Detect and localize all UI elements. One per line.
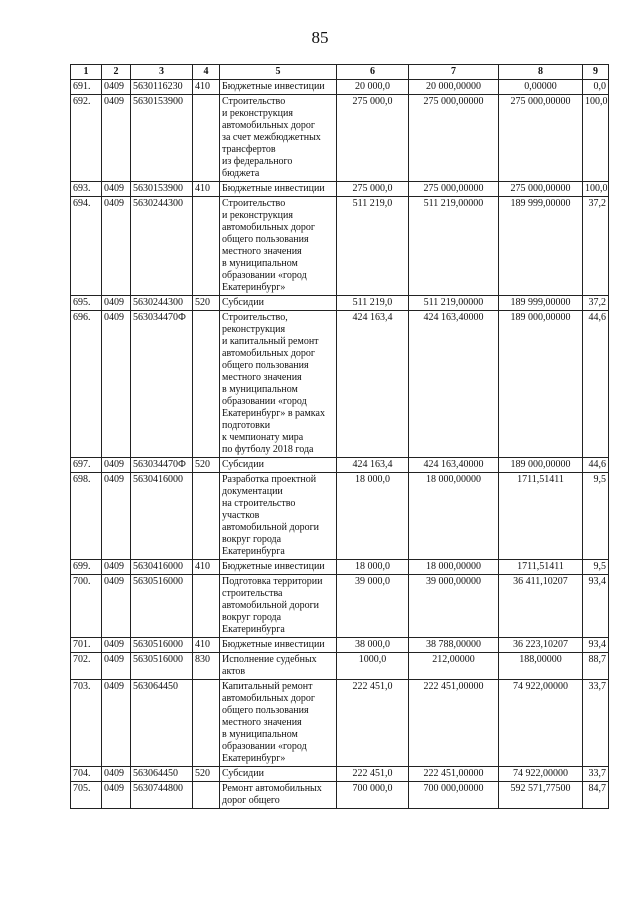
section-code: 0409 [102, 782, 131, 809]
target-article-code: 5630244300 [131, 197, 193, 296]
executed-amount: 275 000,00000 [499, 95, 583, 182]
table-row [71, 680, 609, 767]
row-number: 695. [71, 296, 102, 311]
refined-amount: 222 451,00000 [409, 767, 499, 782]
item-name: Субсидии [220, 767, 337, 782]
executed-amount: 189 999,00000 [499, 197, 583, 296]
execution-percent: 84,7 [583, 782, 609, 809]
refined-amount: 212,00000 [409, 653, 499, 680]
item-name: Субсидии [220, 458, 337, 473]
execution-percent: 37,2 [583, 197, 609, 296]
row-number: 699. [71, 560, 102, 575]
executed-amount: 188,00000 [499, 653, 583, 680]
row-number: 691. [71, 80, 102, 95]
planned-amount: 275 000,0 [337, 182, 409, 197]
table-row [71, 182, 609, 197]
target-article-code: 5630244300 [131, 296, 193, 311]
executed-amount: 1711,51411 [499, 560, 583, 575]
column-header: 4 [193, 65, 220, 80]
executed-amount: 189 000,00000 [499, 311, 583, 458]
planned-amount: 424 163,4 [337, 311, 409, 458]
planned-amount: 18 000,0 [337, 473, 409, 560]
refined-amount: 222 451,00000 [409, 680, 499, 767]
execution-percent: 44,6 [583, 458, 609, 473]
section-code: 0409 [102, 95, 131, 182]
section-code: 0409 [102, 296, 131, 311]
row-number: 701. [71, 638, 102, 653]
target-article-code: 563064450 [131, 767, 193, 782]
expense-type-code [193, 575, 220, 638]
expense-type-code [193, 197, 220, 296]
execution-percent: 9,5 [583, 473, 609, 560]
planned-amount: 222 451,0 [337, 680, 409, 767]
refined-amount: 424 163,40000 [409, 458, 499, 473]
item-name: Бюджетные инвестиции [220, 560, 337, 575]
row-number: 698. [71, 473, 102, 560]
item-name: Бюджетные инвестиции [220, 182, 337, 197]
executed-amount: 0,00000 [499, 80, 583, 95]
expense-type-code [193, 782, 220, 809]
refined-amount: 38 788,00000 [409, 638, 499, 653]
target-article-code: 5630516000 [131, 638, 193, 653]
target-article-code: 5630416000 [131, 560, 193, 575]
target-article-code: 5630153900 [131, 95, 193, 182]
executed-amount: 189 999,00000 [499, 296, 583, 311]
row-number: 696. [71, 311, 102, 458]
expense-type-code [193, 311, 220, 458]
target-article-code: 563034470Ф [131, 458, 193, 473]
target-article-code: 5630516000 [131, 653, 193, 680]
target-article-code: 563034470Ф [131, 311, 193, 458]
execution-percent: 33,7 [583, 680, 609, 767]
page-number: 85 [311, 28, 329, 47]
executed-amount: 36 411,10207 [499, 575, 583, 638]
planned-amount: 511 219,0 [337, 296, 409, 311]
refined-amount: 18 000,00000 [409, 560, 499, 575]
item-name: Субсидии [220, 296, 337, 311]
table-row [71, 473, 609, 560]
execution-percent: 100,0 [583, 95, 609, 182]
row-number: 693. [71, 182, 102, 197]
row-number: 705. [71, 782, 102, 809]
column-header: 9 [583, 65, 609, 80]
target-article-code: 5630153900 [131, 182, 193, 197]
table-row [71, 80, 609, 95]
item-name: Ремонт автомобильных дорог общего [220, 782, 337, 809]
row-number: 697. [71, 458, 102, 473]
execution-percent: 93,4 [583, 575, 609, 638]
execution-percent: 37,2 [583, 296, 609, 311]
execution-percent: 100,0 [583, 182, 609, 197]
expense-type-code: 410 [193, 182, 220, 197]
expense-type-code: 520 [193, 767, 220, 782]
table-row [71, 197, 609, 296]
item-name: Исполнение судебных актов [220, 653, 337, 680]
column-header: 2 [102, 65, 131, 80]
refined-amount: 275 000,00000 [409, 95, 499, 182]
section-code: 0409 [102, 575, 131, 638]
expense-type-code: 830 [193, 653, 220, 680]
section-code: 0409 [102, 458, 131, 473]
execution-percent: 44,6 [583, 311, 609, 458]
table-header-row [71, 65, 609, 80]
section-code: 0409 [102, 560, 131, 575]
section-code: 0409 [102, 653, 131, 680]
row-number: 704. [71, 767, 102, 782]
planned-amount: 424 163,4 [337, 458, 409, 473]
planned-amount: 511 219,0 [337, 197, 409, 296]
table-row [71, 560, 609, 575]
planned-amount: 222 451,0 [337, 767, 409, 782]
expense-type-code [193, 95, 220, 182]
target-article-code: 5630116230 [131, 80, 193, 95]
section-code: 0409 [102, 473, 131, 560]
executed-amount: 189 000,00000 [499, 458, 583, 473]
executed-amount: 74 922,00000 [499, 767, 583, 782]
column-header: 3 [131, 65, 193, 80]
item-name: Строительство, реконструкция и капитальный ремонт автомобильных дорог общего пользования местного значения в муниципальном образовании «город Екатеринбург» в рамках подготовки к чемпионату мира по футболу 2018 года [220, 311, 337, 458]
item-name: Подготовка территории строительства автомобильной дороги вокруг города Екатеринбурга [220, 575, 337, 638]
planned-amount: 275 000,0 [337, 95, 409, 182]
execution-percent: 93,4 [583, 638, 609, 653]
table-body [71, 80, 609, 809]
item-name: Строительство и реконструкция автомобильных дорог общего пользования местного значения в муниципальном образовании «город Екатеринбург» [220, 197, 337, 296]
expense-type-code: 410 [193, 80, 220, 95]
table-row [71, 458, 609, 473]
table-row [71, 653, 609, 680]
refined-amount: 511 219,00000 [409, 296, 499, 311]
refined-amount: 424 163,40000 [409, 311, 499, 458]
planned-amount: 1000,0 [337, 653, 409, 680]
section-code: 0409 [102, 197, 131, 296]
section-code: 0409 [102, 182, 131, 197]
row-number: 694. [71, 197, 102, 296]
expense-type-code [193, 680, 220, 767]
planned-amount: 700 000,0 [337, 782, 409, 809]
column-header: 7 [409, 65, 499, 80]
section-code: 0409 [102, 767, 131, 782]
section-code: 0409 [102, 311, 131, 458]
item-name: Строительство и реконструкция автомобильных дорог за счет межбюджетных трансфертов из федерального бюджета [220, 95, 337, 182]
target-article-code: 5630744800 [131, 782, 193, 809]
planned-amount: 39 000,0 [337, 575, 409, 638]
refined-amount: 511 219,00000 [409, 197, 499, 296]
expense-type-code: 520 [193, 296, 220, 311]
execution-percent: 0,0 [583, 80, 609, 95]
planned-amount: 20 000,0 [337, 80, 409, 95]
section-code: 0409 [102, 80, 131, 95]
budget-table [70, 64, 609, 809]
refined-amount: 700 000,00000 [409, 782, 499, 809]
row-number: 702. [71, 653, 102, 680]
table-row [71, 296, 609, 311]
executed-amount: 74 922,00000 [499, 680, 583, 767]
column-header: 8 [499, 65, 583, 80]
table-row [71, 767, 609, 782]
column-header: 5 [220, 65, 337, 80]
planned-amount: 38 000,0 [337, 638, 409, 653]
target-article-code: 563064450 [131, 680, 193, 767]
column-header: 1 [71, 65, 102, 80]
table-row [71, 95, 609, 182]
refined-amount: 18 000,00000 [409, 473, 499, 560]
table-row [71, 638, 609, 653]
execution-percent: 88,7 [583, 653, 609, 680]
executed-amount: 1711,51411 [499, 473, 583, 560]
executed-amount: 592 571,77500 [499, 782, 583, 809]
item-name: Бюджетные инвестиции [220, 638, 337, 653]
row-number: 692. [71, 95, 102, 182]
target-article-code: 5630516000 [131, 575, 193, 638]
planned-amount: 18 000,0 [337, 560, 409, 575]
table-row [71, 311, 609, 458]
item-name: Капитальный ремонт автомобильных дорог общего пользования местного значения в муниципальном образовании «город Екатеринбург» [220, 680, 337, 767]
table-row [71, 782, 609, 809]
section-code: 0409 [102, 680, 131, 767]
target-article-code: 5630416000 [131, 473, 193, 560]
refined-amount: 39 000,00000 [409, 575, 499, 638]
execution-percent: 33,7 [583, 767, 609, 782]
item-name: Бюджетные инвестиции [220, 80, 337, 95]
executed-amount: 275 000,00000 [499, 182, 583, 197]
refined-amount: 20 000,00000 [409, 80, 499, 95]
executed-amount: 36 223,10207 [499, 638, 583, 653]
expense-type-code: 410 [193, 638, 220, 653]
column-header: 6 [337, 65, 409, 80]
expense-type-code: 410 [193, 560, 220, 575]
expense-type-code: 520 [193, 458, 220, 473]
row-number: 700. [71, 575, 102, 638]
section-code: 0409 [102, 638, 131, 653]
table-row [71, 575, 609, 638]
refined-amount: 275 000,00000 [409, 182, 499, 197]
row-number: 703. [71, 680, 102, 767]
item-name: Разработка проектной документации на строительство участков автомобильной дороги вокруг города Екатеринбурга [220, 473, 337, 560]
expense-type-code [193, 473, 220, 560]
execution-percent: 9,5 [583, 560, 609, 575]
